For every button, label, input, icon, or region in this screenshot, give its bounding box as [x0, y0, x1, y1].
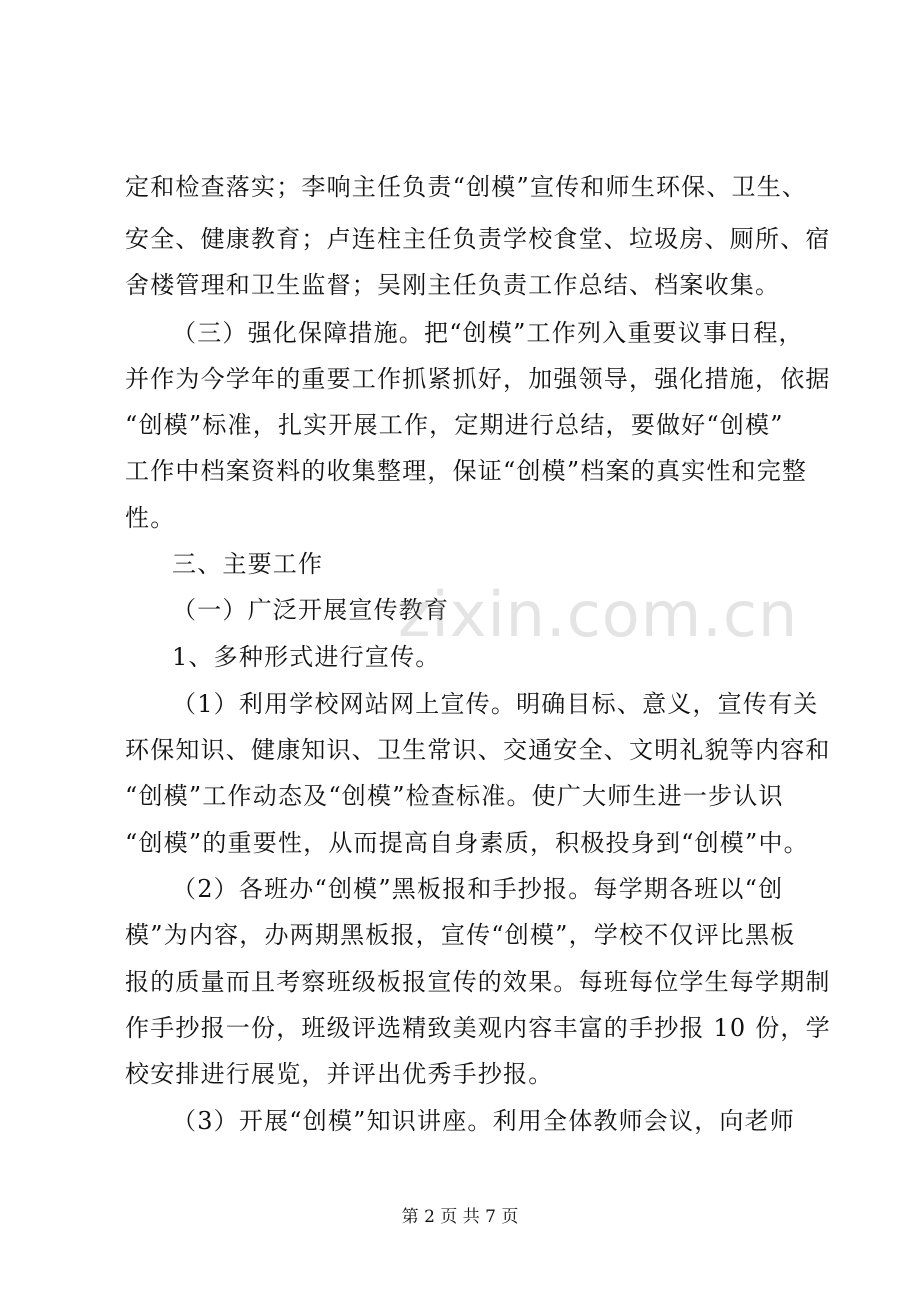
body-line: （三）强化保障措施。把“创模”工作列入重要议事日程，: [172, 319, 804, 347]
body-line: 模”为内容，办两期黑板报，宣传“创模”，学校不仅评比黑板: [125, 921, 796, 949]
watermark: zixin.com.cn: [398, 578, 799, 651]
subsection-heading: （一）广泛开展宣传教育: [172, 596, 450, 624]
body-line: （2）各班办“创模”黑板报和手抄报。每学期各班以“创: [172, 875, 784, 903]
body-line: “创模”工作动态及“创模”检查标准。使广大师生进一步认识: [125, 782, 784, 810]
body-line: 校安排进行展览，并评出优秀手抄报。: [125, 1060, 554, 1088]
body-line: 定和检查落实；李响主任负责“创模”宣传和师生环保、卫生、: [125, 173, 808, 201]
body-line: 性。: [125, 504, 176, 532]
list-heading: 1、多种形式进行宣传。: [172, 643, 441, 671]
body-line: 并作为今学年的重要工作抓紧抓好，加强领导，强化措施，依据: [125, 365, 831, 393]
body-line: （3）开展“创模”知识讲座。利用全体教师会议，向老师: [172, 1107, 796, 1135]
body-line: 舍楼管理和卫生监督；吴刚主任负责工作总结、档案收集。: [125, 271, 781, 299]
body-line: “创模”的重要性，从而提高自身素质，积极投身到“创模”中。: [125, 829, 809, 857]
body-line: 报的质量而且考察班级板报宣传的效果。每班每位学生每学期制: [125, 968, 831, 996]
body-line: 作手抄报一份，班级评选精致美观内容丰富的手抄报 10 份，学: [125, 1014, 831, 1042]
page-footer: 第 2 页 共 7 页: [401, 1207, 519, 1227]
section-heading: 三、主要工作: [172, 550, 324, 578]
body-line: “创模”标准，扎实开展工作，定期进行总结，要做好“创模”: [125, 411, 784, 439]
body-line: 安全、健康教育；卢连柱主任负责学校食堂、垃圾房、厕所、宿: [125, 225, 831, 253]
body-line: （1）利用学校网站网上宣传。明确目标、意义，宣传有关: [172, 690, 819, 718]
body-line: 环保知识、健康知识、卫生常识、交通安全、文明礼貌等内容和: [125, 736, 831, 764]
body-line: 工作中档案资料的收集整理，保证“创模”档案的真实性和完整: [125, 457, 808, 485]
